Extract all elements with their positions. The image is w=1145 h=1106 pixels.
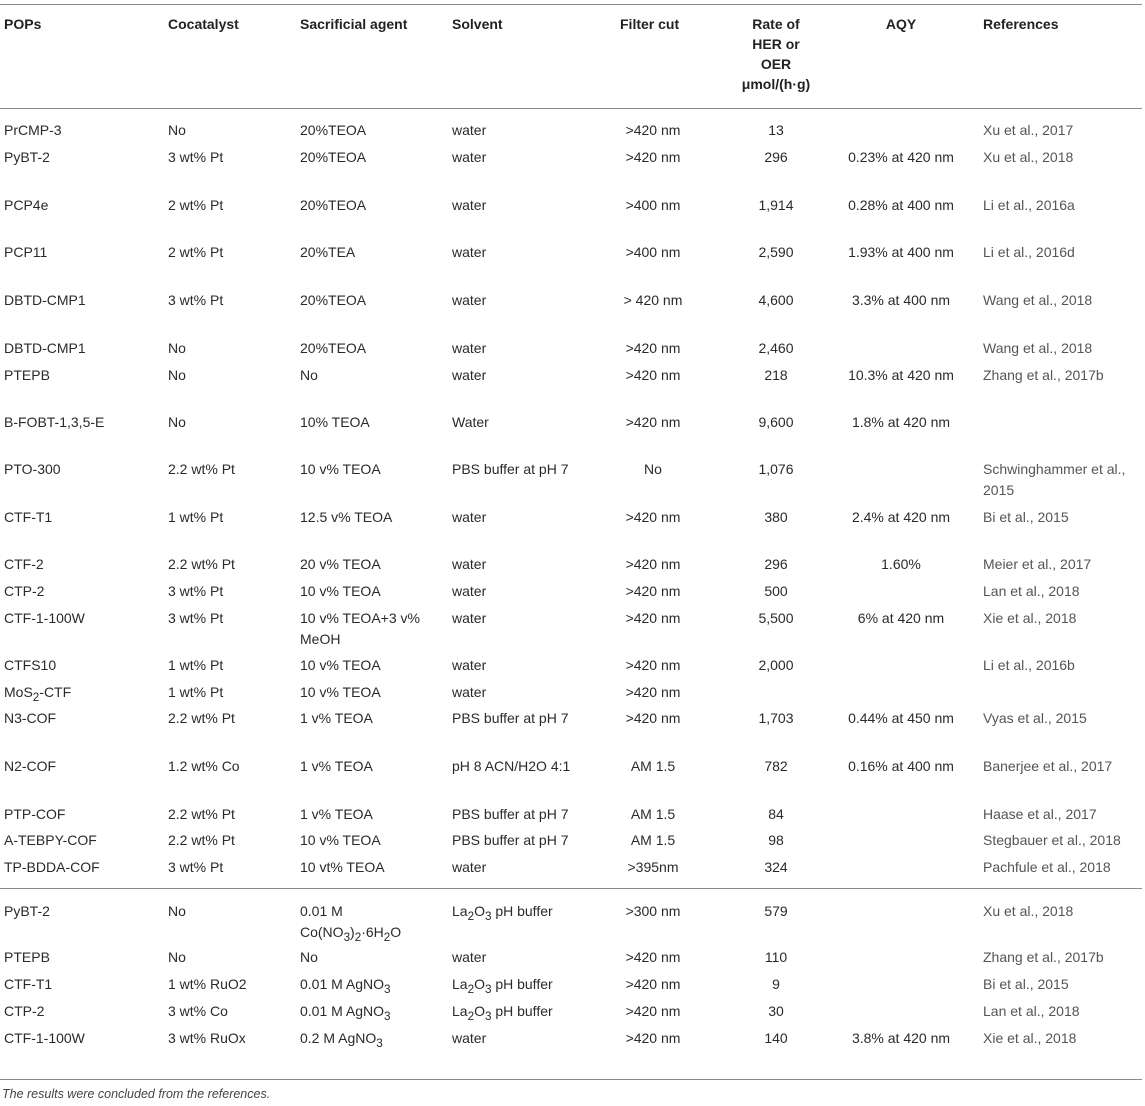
her-row-6-cocat: No [168,340,186,356]
her-row-9-rate: 1,076 [758,461,794,477]
her-row-4-filter: >400 nm [625,244,681,260]
her-row-20-ref: Pachfule et al., 2018 [983,859,1111,875]
header-cocatalyst: Cocatalyst [168,16,239,32]
her-row-12-pops: CTP-2 [4,583,45,599]
her-row-19-filter: AM 1.5 [630,832,676,848]
her-row-10-rate: 380 [764,509,788,525]
header-pops: POPs [4,16,42,32]
her-row-4-ref: Li et al., 2016d [983,244,1075,260]
her-row-9-solv: PBS buffer at pH 7 [452,461,569,477]
her-row-12-filter: >420 nm [625,583,681,599]
her-row-20-sac: 10 vt% TEOA [300,859,385,875]
her-row-13-filter: >420 nm [625,610,681,626]
her-row-17-solv: pH 8 ACN/H2O 4:1 [452,758,571,774]
her-row-18-rate: 84 [768,806,784,822]
her-row-18-cocat: 2.2 wt% Pt [168,806,235,822]
her-row-16-solv: PBS buffer at pH 7 [452,710,569,726]
oer-row-2-solv: water [452,949,487,965]
her-row-18-ref: Haase et al., 2017 [983,806,1097,822]
her-row-15-cocat: 1 wt% Pt [168,684,224,700]
her-row-2-ref: Xu et al., 2018 [983,149,1074,165]
her-row-11-rate: 296 [764,556,788,572]
her-row-16-sac: 1 v% TEOA [300,710,373,726]
her-row-12-ref: Lan et al., 2018 [983,583,1080,599]
her-row-16-aqy: 0.44% at 450 nm [848,710,954,726]
her-row-13-pops: CTF-1-100W [4,610,85,626]
oer-row-5-pops: CTF-1-100W [4,1030,85,1046]
her-row-7-solv: water [452,367,487,383]
her-row-19-solv: PBS buffer at pH 7 [452,832,569,848]
oer-row-3-solv: $La_2O_3$ pH buffer [452,976,553,996]
her-row-9-filter: No [644,461,662,477]
her-row-16-rate: 1,703 [758,710,794,726]
oer-row-5-filter: >420 nm [625,1030,681,1046]
oer-row-4-rate: 30 [768,1003,784,1019]
her-row-11-aqy: 1.60% [881,556,921,572]
her-row-3-pops: PCP4e [4,197,49,213]
her-row-19-cocat: 2.2 wt% Pt [168,832,235,848]
oer-row-5-solv: water [452,1030,487,1046]
her-row-6-sac: 20%TEOA [300,340,367,356]
her-row-18-pops: PTP-COF [4,806,66,822]
her-row-10-solv: water [452,509,487,525]
her-row-3-filter: >400 nm [625,197,681,213]
header-rate-line1: Rate of [752,16,800,32]
oer-row-2-pops: PTEPB [4,949,50,965]
her-row-3-cocat: 2 wt% Pt [168,197,224,213]
her-row-11-sac: 20 v% TEOA [300,556,381,572]
her-row-17-filter: AM 1.5 [630,758,676,774]
oer-row-2-cocat: No [168,949,186,965]
her-row-1-filter: >420 nm [625,122,681,138]
her-row-3-sac: 20%TEOA [300,197,367,213]
her-row-10-pops: CTF-T1 [4,509,53,525]
header-aqy: AQY [885,16,917,32]
her-row-13-sac: 10 v% TEOA+3 v% MeOH [300,610,420,647]
her-row-7-sac: No [300,367,318,383]
her-row-8-filter: >420 nm [625,414,681,430]
oer-row-2-rate: 110 [764,949,788,965]
her-row-18-sac: 1 v% TEOA [300,806,373,822]
her-row-16-cocat: 2.2 wt% Pt [168,710,235,726]
her-row-5-solv: water [452,292,487,308]
her-row-8-sac: 10% TEOA [300,414,370,430]
her-row-1-ref: Xu et al., 2017 [983,122,1074,138]
header-rate-line4: μmol/(h·g) [741,76,811,92]
table-bottom-rule [0,1079,1142,1080]
her-row-8-rate: 9,600 [758,414,794,430]
oer-row-1-rate: 579 [764,903,788,919]
her-row-20-rate: 324 [764,859,788,875]
her-row-3-ref: Li et al., 2016a [983,197,1075,213]
oer-row-1-solv: $La_2O_3$ pH buffer [452,903,553,923]
her-row-5-rate: 4,600 [758,292,794,308]
oer-row-1-pops: PyBT-2 [4,903,50,919]
her-row-19-pops: A-TEBPY-COF [4,832,97,848]
her-row-20-solv: water [452,859,487,875]
her-row-2-cocat: 3 wt% Pt [168,149,224,165]
her-row-3-aqy: 0.28% at 400 nm [848,197,954,213]
header-sacrificial: Sacrificial agent [300,16,408,32]
her-row-1-cocat: No [168,122,186,138]
her-row-19-rate: 98 [768,832,784,848]
oer-row-1-ref: Xu et al., 2018 [983,903,1074,919]
her-row-4-sac: 20%TEA [300,244,356,260]
her-row-20-filter: >395nm [627,859,679,875]
her-row-19-sac: 10 v% TEOA [300,832,381,848]
her-row-9-ref: Schwinghammer et al., 2015 [983,461,1126,498]
oer-row-3-pops: CTF-T1 [4,976,53,992]
her-row-11-pops: CTF-2 [4,556,44,572]
her-row-10-ref: Bi et al., 2015 [983,509,1069,525]
her-row-15-pops: MoS$_2$-CTF [4,684,72,704]
her-row-3-solv: water [452,197,487,213]
her-row-6-pops: DBTD-CMP1 [4,340,86,356]
her-row-1-pops: PrCMP-3 [4,122,62,138]
her-row-2-solv: water [452,149,487,165]
her-row-20-cocat: 3 wt% Pt [168,859,224,875]
her-row-16-ref: Vyas et al., 2015 [983,710,1087,726]
her-row-17-ref: Banerjee et al., 2017 [983,758,1113,774]
her-row-12-cocat: 3 wt% Pt [168,583,224,599]
her-row-11-ref: Meier et al., 2017 [983,556,1092,572]
header-rate-line3: OER [760,56,792,72]
her-row-11-solv: water [452,556,487,572]
her-row-4-pops: PCP11 [4,244,48,260]
her-row-10-cocat: 1 wt% Pt [168,509,224,525]
her-row-15-sac: 10 v% TEOA [300,684,381,700]
header-rate [716,14,836,94]
oer-row-5-sac: 0.2 M AgNO$_3$ [300,1030,383,1050]
oer-row-4-pops: CTP-2 [4,1003,45,1019]
her-row-4-solv: water [452,244,487,260]
her-row-4-rate: 2,590 [758,244,794,260]
oer-row-1-sac: 0.01 M $Co(NO_3)_2\cdot 6H_2O$ [300,903,402,944]
oer-row-4-sac: 0.01 M AgNO$_3$ [300,1003,391,1023]
oer-row-3-rate: 9 [772,976,780,992]
her-row-6-ref: Wang et al., 2018 [983,340,1093,356]
her-row-2-rate: 296 [764,149,788,165]
her-row-10-filter: >420 nm [625,509,681,525]
her-row-10-sac: 12.5 v% TEOA [300,509,393,525]
her-row-12-sac: 10 v% TEOA [300,583,381,599]
her-row-20-pops: TP-BDDA-COF [4,859,100,875]
oer-row-4-cocat: 3 wt% Co [168,1003,228,1019]
oer-row-2-sac: No [300,949,318,965]
her-row-13-ref: Xie et al., 2018 [983,610,1077,626]
her-row-5-aqy: 3.3% at 400 nm [851,292,951,308]
her-row-2-aqy: 0.23% at 420 nm [848,149,954,165]
her-row-5-ref: Wang et al., 2018 [983,292,1093,308]
her-row-14-cocat: 1 wt% Pt [168,657,224,673]
her-row-5-pops: DBTD-CMP1 [4,292,86,308]
oer-row-5-cocat: 3 wt% RuOx [168,1030,246,1046]
her-row-7-ref: Zhang et al., 2017b [983,367,1104,383]
her-row-7-aqy: 10.3% at 420 nm [848,367,954,383]
her-row-15-filter: >420 nm [625,684,681,700]
her-row-12-solv: water [452,583,487,599]
her-row-10-aqy: 2.4% at 420 nm [851,509,951,525]
her-row-8-cocat: No [168,414,186,430]
header-rule [0,108,1142,109]
her-row-7-rate: 218 [764,367,788,383]
oer-row-5-ref: Xie et al., 2018 [983,1030,1077,1046]
her-row-3-rate: 1,914 [758,197,794,213]
her-row-15-solv: water [452,684,487,700]
her-row-6-solv: water [452,340,487,356]
oer-row-2-filter: >420 nm [625,949,681,965]
her-row-11-cocat: 2.2 wt% Pt [168,556,235,572]
oer-row-4-ref: Lan et al., 2018 [983,1003,1080,1019]
header-solvent: Solvent [452,16,503,32]
her-row-4-cocat: 2 wt% Pt [168,244,224,260]
header-references: References [983,16,1059,32]
oer-row-4-filter: >420 nm [625,1003,681,1019]
her-row-16-pops: N3-COF [4,710,57,726]
her-row-17-cocat: 1.2 wt% Co [168,758,240,774]
her-row-13-solv: water [452,610,487,626]
her-row-9-cocat: 2.2 wt% Pt [168,461,235,477]
her-row-9-sac: 10 v% TEOA [300,461,381,477]
her-row-1-sac: 20%TEOA [300,122,367,138]
oer-row-5-rate: 140 [764,1030,788,1046]
her-row-14-sac: 10 v% TEOA [300,657,381,673]
her-row-2-sac: 20%TEOA [300,149,367,165]
her-row-9-pops: PTO-300 [4,461,61,477]
oer-row-3-sac: 0.01 M AgNO$_3$ [300,976,391,996]
her-row-17-rate: 782 [764,758,788,774]
her-row-17-sac: 1 v% TEOA [300,758,373,774]
her-row-7-filter: >420 nm [625,367,681,383]
her-row-5-filter: > 420 nm [623,292,683,308]
her-row-2-filter: >420 nm [625,149,681,165]
oer-row-5-aqy: 3.8% at 420 nm [851,1030,951,1046]
her-row-11-filter: >420 nm [625,556,681,572]
her-row-14-rate: 2,000 [758,657,794,673]
table-footnote: The results were concluded from the references. [2,1087,271,1101]
header-rate-line2: HER or [752,36,800,52]
her-row-5-sac: 20%TEOA [300,292,367,308]
header-filter: Filter cut [620,16,680,32]
her-row-4-aqy: 1.93% at 400 nm [848,244,954,260]
her-row-13-rate: 5,500 [758,610,794,626]
her-row-12-rate: 500 [764,583,788,599]
oer-row-4-solv: $La_2O_3$ pH buffer [452,1003,553,1023]
her-row-16-filter: >420 nm [625,710,681,726]
her-row-14-ref: Li et al., 2016b [983,657,1075,673]
her-row-8-solv: Water [452,414,489,430]
her-row-13-cocat: 3 wt% Pt [168,610,224,626]
her-row-19-ref: Stegbauer et al., 2018 [983,832,1121,848]
her-row-6-rate: 2,460 [758,340,794,356]
her-row-2-pops: PyBT-2 [4,149,50,165]
her-row-18-filter: AM 1.5 [630,806,676,822]
oer-row-2-ref: Zhang et al., 2017b [983,949,1104,965]
her-row-7-cocat: No [168,367,186,383]
her-row-14-filter: >420 nm [625,657,681,673]
oer-row-3-cocat: 1 wt% RuO2 [168,976,247,992]
her-row-17-pops: N2-COF [4,758,57,774]
her-row-17-aqy: 0.16% at 400 nm [848,758,954,774]
her-row-18-solv: PBS buffer at pH 7 [452,806,569,822]
her-row-5-cocat: 3 wt% Pt [168,292,224,308]
oer-row-1-filter: >300 nm [625,903,681,919]
her-row-1-solv: water [452,122,487,138]
oer-row-3-ref: Bi et al., 2015 [983,976,1069,992]
section-rule [0,888,1142,889]
her-row-14-solv: water [452,657,487,673]
her-row-8-aqy: 1.8% at 420 nm [851,414,951,430]
her-row-8-pops: B-FOBT-1,3,5-E [4,414,105,430]
her-row-7-pops: PTEPB [4,367,50,383]
her-row-13-aqy: 6% at 420 nm [857,610,945,626]
oer-row-1-cocat: No [168,903,186,919]
her-row-1-rate: 13 [768,122,784,138]
her-row-6-filter: >420 nm [625,340,681,356]
oer-row-3-filter: >420 nm [625,976,681,992]
table-top-rule [0,4,1142,5]
her-row-14-pops: CTFS10 [4,657,57,673]
